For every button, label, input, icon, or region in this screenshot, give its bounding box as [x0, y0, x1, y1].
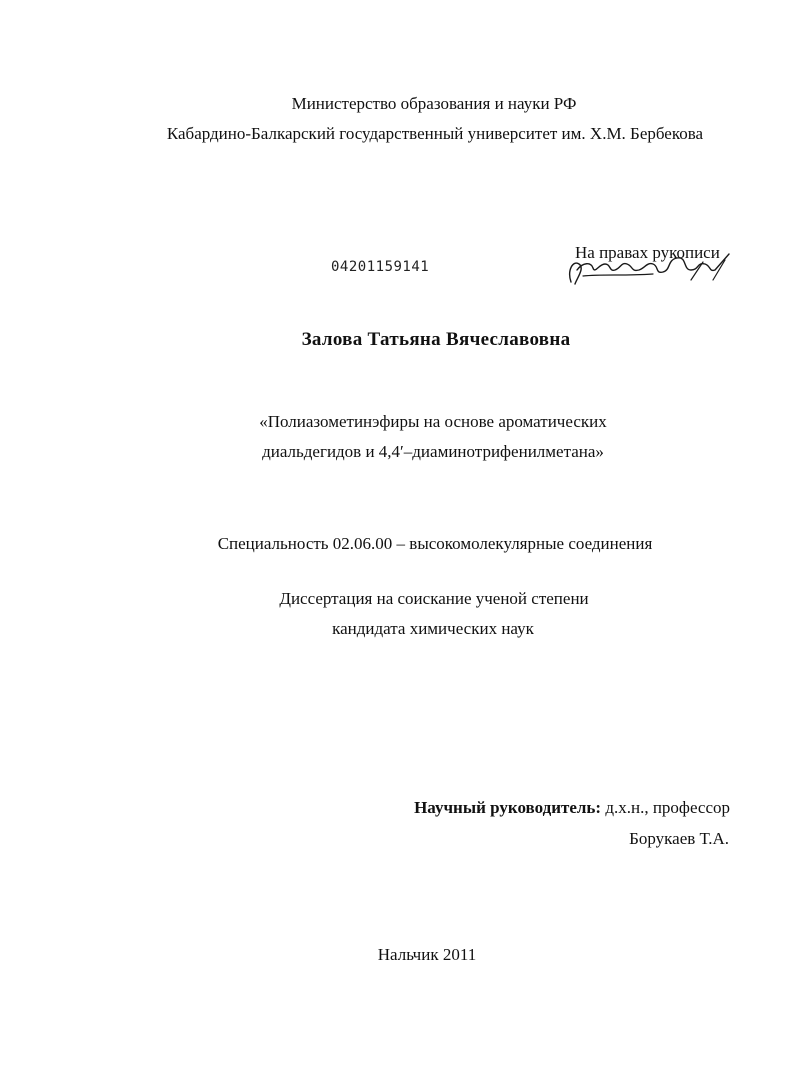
dissertation-title-line-1: «Полиазометинэфиры на основе ароматических [259, 412, 607, 431]
specialty: Специальность 02.06.00 – высокомолекулярные соединения [217, 534, 653, 553]
archive-number: 04201159141 [331, 259, 430, 275]
degree-line-2: кандидата химических наук [332, 619, 534, 638]
ministry-heading: Министерство образования и науки РФ [291, 94, 577, 113]
supervisor-label: Научный руководитель: [414, 798, 602, 817]
manuscript-note: На правах рукописи [575, 243, 720, 262]
supervisor [414, 798, 730, 818]
supervisor-name: Борукаев Т.А. [629, 829, 729, 848]
author-name: Залова Татьяна Вячеславовна [301, 329, 571, 350]
handwritten-signature [563, 240, 733, 290]
degree-line-1: Диссертация на соискание ученой степени [279, 589, 589, 608]
supervisor-credentials: д.х.н., профессор [601, 798, 730, 817]
dissertation-title-line-2: диальдегидов и 4,4′–диаминотрифенилметана» [262, 442, 604, 461]
university-heading: Кабардино-Балкарский государственный университет им. Х.М. Бербекова [166, 124, 704, 143]
city-year: Нальчик 2011 [377, 945, 477, 964]
